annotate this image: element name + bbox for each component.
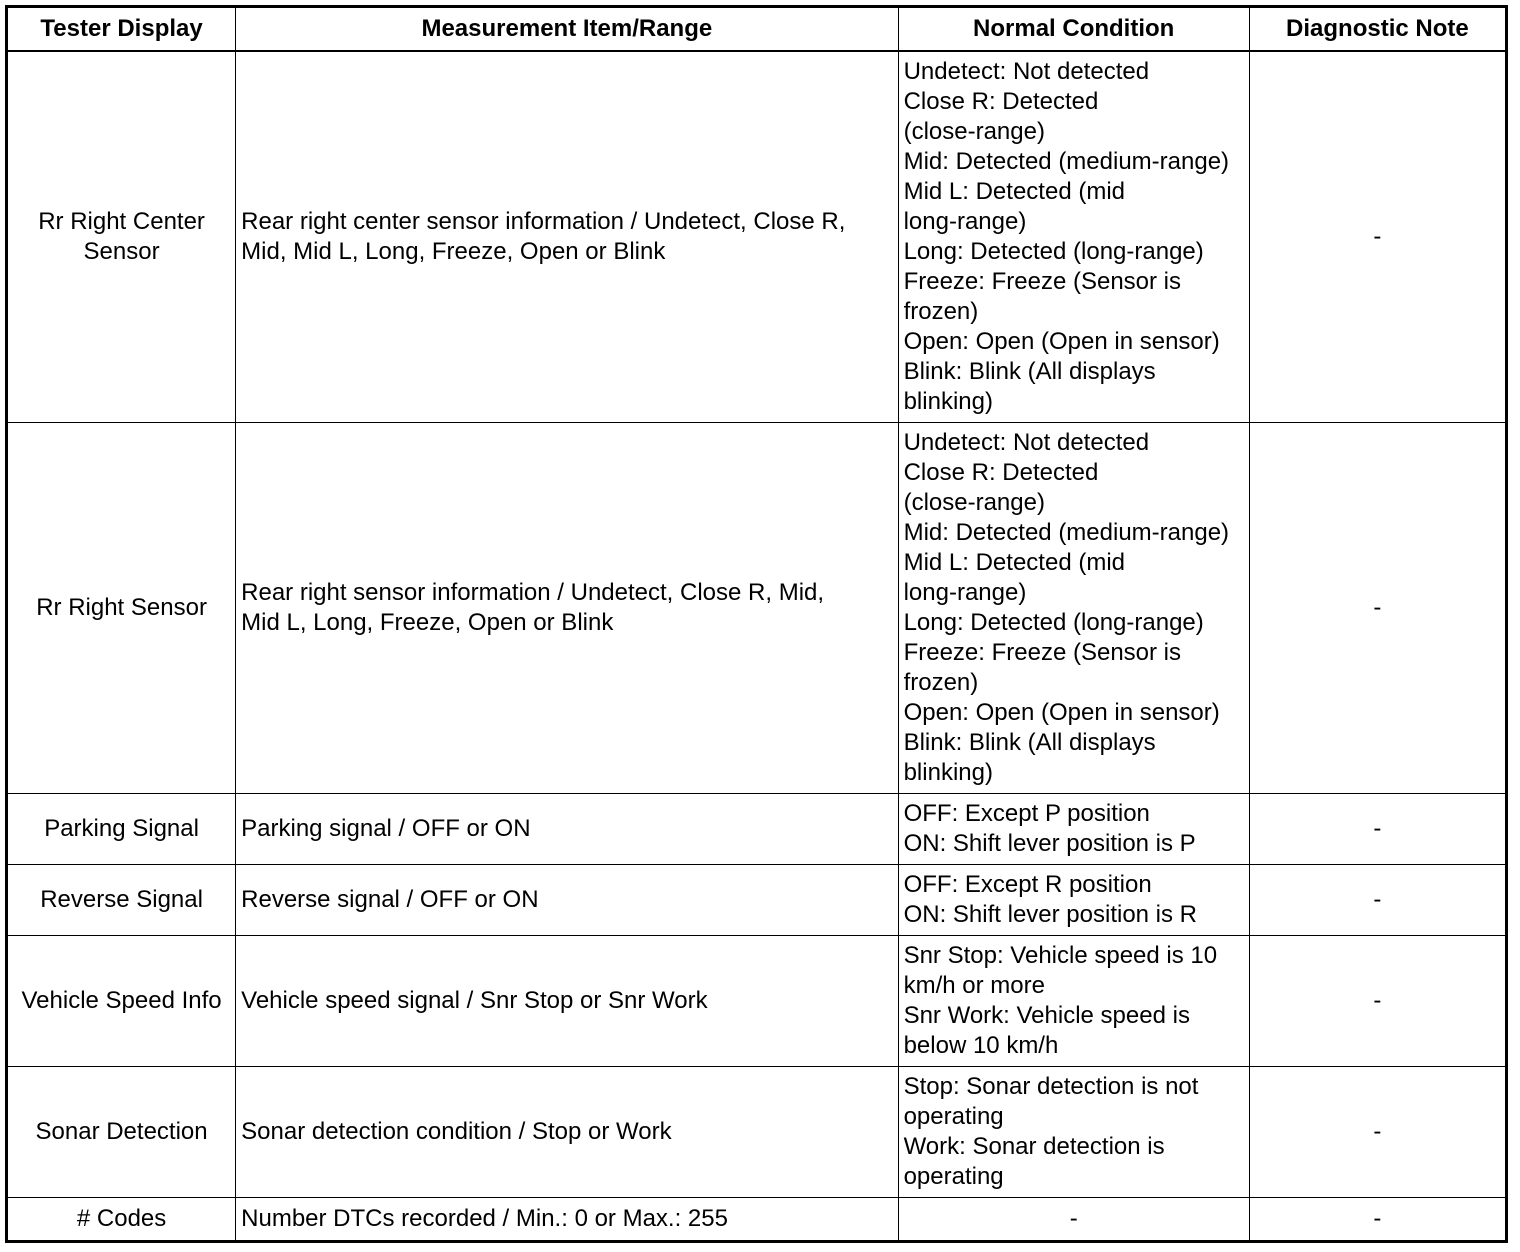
diagnostic-note-cell: -	[1249, 51, 1506, 423]
measurement-cell: Rear right sensor information / Undetect, Close R, Mid, Mid L, Long, Freeze, Open or Blink	[236, 423, 898, 794]
table-row	[7, 794, 1507, 865]
table-row	[7, 1198, 1507, 1242]
tester-display-cell: Reverse Signal	[7, 865, 236, 936]
diagnostic-note-cell: -	[1249, 423, 1506, 794]
measurement-cell: Reverse signal / OFF or ON	[236, 865, 898, 936]
normal-condition-cell: Undetect: Not detected Close R: Detected (close-range) Mid: Detected (medium-range) Mid L: Detected (mid long-range) Long: Detected (long-range) Freeze: Freeze (Sensor is frozen) Open: Open (Open in sensor) Blink: Blink (All displays blinking)	[898, 51, 1249, 423]
normal-condition-cell: Stop: Sonar detection is not operating Work: Sonar detection is operating	[898, 1067, 1249, 1198]
header-diagnostic-note: Diagnostic Note	[1249, 7, 1506, 52]
measurement-cell: Parking signal / OFF or ON	[236, 794, 898, 865]
diagnostic-note-cell: -	[1249, 794, 1506, 865]
normal-condition-cell: -	[898, 1198, 1249, 1242]
measurement-cell: Rear right center sensor information / Undetect, Close R, Mid, Mid L, Long, Freeze, Open or Blink	[236, 51, 898, 423]
tester-display-cell: # Codes	[7, 1198, 236, 1242]
measurement-cell: Vehicle speed signal / Snr Stop or Snr Work	[236, 936, 898, 1067]
table-row	[7, 865, 1507, 936]
measurement-cell: Number DTCs recorded / Min.: 0 or Max.: 255	[236, 1198, 898, 1242]
normal-condition-cell: Undetect: Not detected Close R: Detected (close-range) Mid: Detected (medium-range) Mid L: Detected (mid long-range) Long: Detected (long-range) Freeze: Freeze (Sensor is frozen) Open: Open (Open in sensor) Blink: Blink (All displays blinking)	[898, 423, 1249, 794]
tester-display-cell: Rr Right Sensor	[7, 423, 236, 794]
diagnostic-note-cell: -	[1249, 1198, 1506, 1242]
normal-condition-cell: OFF: Except P position ON: Shift lever position is P	[898, 794, 1249, 865]
header-measurement-item: Measurement Item/Range	[236, 7, 898, 52]
diagnostic-note-cell: -	[1249, 865, 1506, 936]
tester-display-cell: Rr Right Center Sensor	[7, 51, 236, 423]
table-row	[7, 936, 1507, 1067]
tester-display-cell: Vehicle Speed Info	[7, 936, 236, 1067]
tester-display-cell: Parking Signal	[7, 794, 236, 865]
diagnostic-data-table	[5, 5, 1508, 1243]
diagnostic-note-cell: -	[1249, 936, 1506, 1067]
tester-display-cell: Sonar Detection	[7, 1067, 236, 1198]
normal-condition-cell: OFF: Except R position ON: Shift lever position is R	[898, 865, 1249, 936]
table-row	[7, 1067, 1507, 1198]
header-tester-display: Tester Display	[7, 7, 236, 52]
diagnostic-note-cell: -	[1249, 1067, 1506, 1198]
table-header-row	[7, 7, 1507, 52]
normal-condition-cell: Snr Stop: Vehicle speed is 10 km/h or more Snr Work: Vehicle speed is below 10 km/h	[898, 936, 1249, 1067]
measurement-cell: Sonar detection condition / Stop or Work	[236, 1067, 898, 1198]
table-row	[7, 423, 1507, 794]
table-row	[7, 51, 1507, 423]
header-normal-condition: Normal Condition	[898, 7, 1249, 52]
